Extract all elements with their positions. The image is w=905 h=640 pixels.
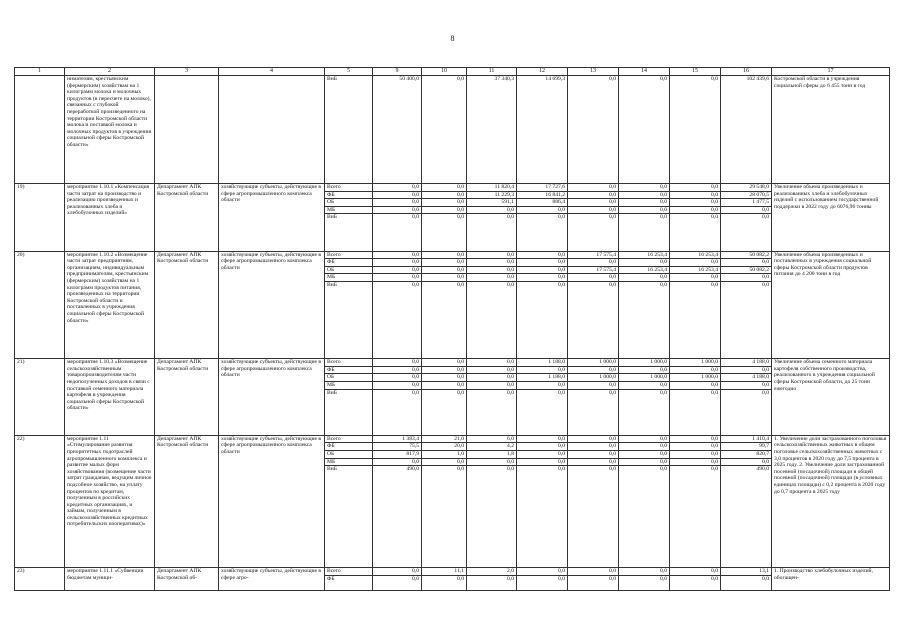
amount-cell: 0,0	[422, 199, 467, 207]
amount-cell: 1 188,0	[517, 374, 568, 382]
table-row	[15, 76, 890, 184]
amount-cell: 0,0	[517, 282, 568, 359]
amount-cell: 1 000,0	[568, 374, 619, 382]
header-cell: 13	[568, 68, 619, 76]
amount-cell: 37 340,3	[467, 76, 517, 184]
amount-cell: 28 070,5	[721, 191, 772, 199]
amount-cell: 0,0	[619, 184, 670, 192]
amount-cell: 0,0	[373, 214, 422, 251]
amount-cell: 16 253,4	[619, 251, 670, 259]
funding-source: ФБ	[325, 575, 373, 590]
amount-cell: 0,0	[373, 359, 422, 367]
header-cell: 3	[155, 68, 219, 76]
amount-cell: 17 727,6	[517, 184, 568, 192]
amount-cell: 20,0	[422, 443, 467, 451]
amount-cell: 0,0	[568, 199, 619, 207]
amount-cell: 0,0	[619, 381, 670, 389]
row-index: 19)	[15, 184, 65, 252]
amount-cell: 0,0	[422, 381, 467, 389]
amount-cell: 0,0	[619, 366, 670, 374]
table-row	[15, 359, 890, 367]
amount-cell: 0,0	[422, 191, 467, 199]
amount-cell: 0,0	[721, 458, 772, 466]
amount-cell: 0,0	[373, 259, 422, 267]
funding-source: ОБ	[325, 199, 373, 207]
amount-cell: 0,0	[422, 575, 467, 590]
amount-cell: 0,0	[568, 259, 619, 267]
header-cell: 5	[325, 68, 373, 76]
amount-cell: 0,0	[721, 575, 772, 590]
participants-cell	[219, 76, 325, 184]
amount-cell: 0,0	[670, 568, 721, 576]
funding-source: Всего	[325, 435, 373, 443]
amount-cell: 1 383,4	[373, 435, 422, 443]
amount-cell: 0,0	[422, 359, 467, 367]
amount-cell: 0,0	[373, 251, 422, 259]
amount-cell: 0,0	[517, 206, 568, 214]
amount-cell: 0,0	[619, 443, 670, 451]
row-index: 23)	[15, 568, 65, 590]
amount-cell: 0,0	[568, 435, 619, 443]
measure-cell: мероприятие 1.11 «Стимулирование развития приоритетных подотраслей агропромышленного комплекса и развитие малых форм хозяйствования (возмещение части затрат гражданам, ведущим личное подсобное хозяйство, на уплату процентов по кредитам, полученным в российских кредитных организациях, и займам, полученным в сельскохозяйственных кредитных потребительских кооперативах)»	[65, 435, 155, 568]
funding-source: МБ	[325, 458, 373, 466]
program-table	[14, 67, 890, 591]
amount-cell: 0,0	[721, 366, 772, 374]
amount-cell: 0,0	[568, 381, 619, 389]
amount-cell: 0,0	[619, 450, 670, 458]
result-cell: Увеличение объема семенного материала картофеля собственного производства, реализованного в учреждения социальной сферы Костромской области, до 25 тонн ежегодно	[772, 359, 890, 436]
amount-cell: 0,0	[670, 466, 721, 568]
amount-cell: 0,0	[467, 359, 517, 367]
funding-source: ВнБ	[325, 466, 373, 568]
amount-cell: 0,0	[373, 568, 422, 576]
funding-source: ФБ	[325, 366, 373, 374]
amount-cell: 0,0	[373, 191, 422, 199]
amount-cell: 1 477,5	[721, 199, 772, 207]
amount-cell: 0,0	[467, 466, 517, 568]
amount-cell: 0,0	[467, 259, 517, 267]
amount-cell: 0,0	[517, 443, 568, 451]
participants-cell: хозяйствующие субъекты, действующие в сфере агропромышленного комплекса области	[219, 359, 325, 436]
amount-cell: 1 188,0	[517, 359, 568, 367]
amount-cell: 0,0	[619, 568, 670, 576]
amount-cell: 0,0	[568, 214, 619, 251]
amount-cell: 14 699,3	[517, 76, 568, 184]
amount-cell: 817,9	[373, 450, 422, 458]
result-cell: Увеличение объема произведенных и поставленных в учреждения социальной сферы Костромской области продуктов питания до 4 200 тонн в год	[772, 251, 890, 359]
amount-cell: 0,0	[517, 274, 568, 282]
participants-cell: хозяйствующие субъекты, действующие в сфере агропромышленного комплекса области	[219, 435, 325, 568]
amount-cell: 0,0	[373, 575, 422, 590]
amount-cell: 13,1	[721, 568, 772, 576]
amount-cell: 0,0	[467, 381, 517, 389]
amount-cell: 0,0	[422, 374, 467, 382]
amount-cell: 0,0	[721, 381, 772, 389]
amount-cell: 0,0	[568, 282, 619, 359]
funding-source: ФБ	[325, 443, 373, 451]
amount-cell: 0,0	[467, 266, 517, 274]
amount-cell: 0,0	[568, 450, 619, 458]
amount-cell: 1 410,4	[721, 435, 772, 443]
amount-cell: 0,0	[670, 191, 721, 199]
header-cell: 14	[619, 68, 670, 76]
result-cell: Костромской области в учреждения социальной сферы до 6 455 тонн в год	[772, 76, 890, 184]
amount-cell: 16 841,2	[517, 191, 568, 199]
amount-cell: 0,0	[670, 389, 721, 435]
amount-cell: 0,0	[422, 259, 467, 267]
amount-cell: 0,0	[619, 199, 670, 207]
funding-source: ОБ	[325, 374, 373, 382]
header-cell: 1	[15, 68, 65, 76]
measure-cell: нимателям, крестьянским (фермерским) хозяйствам на 1 килограмм молока и молочных продуктов (в пересчете на молоко), связанных с глубокой переработкой произведенного на территории Костромской области молока и поставкой молока и молочных продуктов в учреждения социальной сферы Костромской области»	[65, 76, 155, 184]
amount-cell: 0,0	[670, 184, 721, 192]
funding-source: Всего	[325, 184, 373, 192]
amount-cell: 4 188,0	[721, 374, 772, 382]
amount-cell: 0,0	[670, 450, 721, 458]
amount-cell: 16 253,4	[619, 266, 670, 274]
amount-cell: 1 000,0	[670, 374, 721, 382]
amount-cell: 0,0	[373, 374, 422, 382]
amount-cell: 0,0	[373, 366, 422, 374]
amount-cell: 1 000,0	[568, 359, 619, 367]
amount-cell: 0,0	[670, 435, 721, 443]
header-cell: 15	[670, 68, 721, 76]
amount-cell: 50 082,2	[721, 251, 772, 259]
header-cell: 12	[517, 68, 568, 76]
amount-cell: 0,0	[568, 568, 619, 576]
amount-cell: 0,0	[373, 206, 422, 214]
amount-cell: 0,0	[422, 458, 467, 466]
amount-cell: 490,0	[721, 466, 772, 568]
amount-cell: 0,0	[517, 450, 568, 458]
table-row	[15, 251, 890, 259]
amount-cell: 0,0	[619, 575, 670, 590]
row-index: 22)	[15, 435, 65, 568]
amount-cell: 0,0	[670, 282, 721, 359]
amount-cell: 0,0	[670, 259, 721, 267]
amount-cell: 0,0	[670, 366, 721, 374]
amount-cell: 0,0	[373, 458, 422, 466]
amount-cell: 0,0	[517, 568, 568, 576]
amount-cell: 0,0	[670, 214, 721, 251]
amount-cell: 1 000,0	[619, 359, 670, 367]
amount-cell: 0,0	[467, 206, 517, 214]
amount-cell: 0,0	[517, 214, 568, 251]
funding-source: ФБ	[325, 191, 373, 199]
amount-cell: 591,1	[467, 199, 517, 207]
amount-cell: 0,0	[670, 575, 721, 590]
amount-cell: 0,0	[670, 458, 721, 466]
funding-source: Всего	[325, 251, 373, 259]
amount-cell: 0,0	[721, 206, 772, 214]
amount-cell: 0,0	[619, 274, 670, 282]
amount-cell: 0,0	[422, 282, 467, 359]
row-index	[15, 76, 65, 184]
header-cell: 9	[373, 68, 422, 76]
amount-cell: 75,5	[373, 443, 422, 451]
amount-cell: 0,0	[619, 466, 670, 568]
amount-cell: 0,0	[721, 259, 772, 267]
amount-cell: 0,0	[568, 366, 619, 374]
amount-cell: 0,0	[619, 259, 670, 267]
amount-cell: 99,7	[721, 443, 772, 451]
amount-cell: 0,0	[517, 366, 568, 374]
amount-cell: 50 082,2	[721, 266, 772, 274]
amount-cell: 0,0	[422, 184, 467, 192]
amount-cell: 0,0	[467, 366, 517, 374]
executor-cell: Департамент АПК Костромской области	[155, 184, 219, 252]
amount-cell: 0,0	[568, 443, 619, 451]
result-cell: 1. Производство хлебобулочных изделий, обогащен-	[772, 568, 890, 590]
funding-source: ВнБ	[325, 389, 373, 435]
amount-cell: 0,0	[619, 214, 670, 251]
amount-cell: 0,0	[467, 251, 517, 259]
executor-cell: Департамент АПК Костромской области	[155, 359, 219, 436]
measure-cell: мероприятие 1.11.1 «Субвенции бюджетам муници-	[65, 568, 155, 590]
result-cell: 1. Увеличение доли застрахованного поголовья сельскохозяйственных животных в общем поголовье сельскохозяйственных животных с 3,0 процентов в 2020 году до 7,5 процента в 2025 году. 2. Увеличение доли застрахованной посевной (посадочной) площади в общей посевной (посадочной) площади (в условных единицах площади) с 0,2 процента в 2020 году до 0,7 процента в 2025 году	[772, 435, 890, 568]
funding-source: ФБ	[325, 259, 373, 267]
amount-cell: 0,0	[619, 191, 670, 199]
funding-source: МБ	[325, 381, 373, 389]
amount-cell: 0,0	[517, 435, 568, 443]
amount-cell: 17 575,4	[568, 251, 619, 259]
amount-cell: 0,0	[568, 76, 619, 184]
amount-cell: 886,4	[517, 199, 568, 207]
amount-cell: 1,0	[422, 450, 467, 458]
amount-cell: 0,0	[619, 206, 670, 214]
amount-cell: 0,0	[373, 389, 422, 435]
amount-cell: 0,0	[619, 435, 670, 443]
amount-cell: 50 400,0	[373, 76, 422, 184]
row-index: 20)	[15, 251, 65, 359]
amount-cell: 0,0	[568, 466, 619, 568]
amount-cell: 1,8	[467, 450, 517, 458]
amount-cell: 0,0	[568, 184, 619, 192]
amount-cell: 0,0	[619, 76, 670, 184]
amount-cell: 1 000,0	[670, 359, 721, 367]
amount-cell: 0,0	[517, 266, 568, 274]
amount-cell: 0,0	[422, 251, 467, 259]
table-row	[15, 184, 890, 192]
amount-cell: 0,0	[517, 259, 568, 267]
amount-cell: 0,0	[373, 184, 422, 192]
amount-cell: 102 439,6	[721, 76, 772, 184]
table-row	[15, 435, 890, 443]
amount-cell: 0,0	[568, 575, 619, 590]
amount-cell: 0,0	[619, 389, 670, 435]
amount-cell: 0,0	[467, 575, 517, 590]
amount-cell: 0,0	[422, 214, 467, 251]
amount-cell: 11 820,4	[467, 184, 517, 192]
amount-cell: 6,0	[467, 435, 517, 443]
amount-cell: 0,0	[568, 191, 619, 199]
participants-cell: хозяйствующие субъекты, действующие в сфере агропромышленного комплекса области	[219, 251, 325, 359]
executor-cell	[155, 76, 219, 184]
participants-cell: хозяйствующие субъекты, действующие в сфере агропромышленного комплекса области	[219, 184, 325, 252]
amount-cell: 0,0	[670, 206, 721, 214]
amount-cell: 16 253,4	[670, 266, 721, 274]
table-row	[15, 568, 890, 576]
funding-source: МБ	[325, 274, 373, 282]
amount-cell: 4 188,0	[721, 359, 772, 367]
amount-cell: 0,0	[467, 214, 517, 251]
amount-cell: 490,0	[373, 466, 422, 568]
amount-cell: 0,0	[670, 76, 721, 184]
header-cell: 17	[772, 68, 890, 76]
funding-source: ВнБ	[325, 214, 373, 251]
amount-cell: 2,0	[467, 568, 517, 576]
participants-cell: хозяйствующие субъекты, действующие в сфере агро-	[219, 568, 325, 590]
amount-cell: 0,0	[568, 206, 619, 214]
header-cell: 11	[467, 68, 517, 76]
amount-cell: 0,0	[373, 282, 422, 359]
page-number: 8	[450, 34, 455, 43]
amount-cell: 21,0	[422, 435, 467, 443]
amount-cell: 0,0	[517, 389, 568, 435]
amount-cell: 0,0	[422, 366, 467, 374]
funding-source: ОБ	[325, 266, 373, 274]
funding-source: ОБ	[325, 450, 373, 458]
amount-cell: 0,0	[568, 274, 619, 282]
amount-cell: 0,0	[467, 458, 517, 466]
amount-cell: 0,0	[670, 443, 721, 451]
funding-source: МБ	[325, 206, 373, 214]
amount-cell: 0,0	[517, 466, 568, 568]
amount-cell: 0,0	[568, 389, 619, 435]
amount-cell: 0,0	[422, 466, 467, 568]
amount-cell: 0,0	[422, 389, 467, 435]
amount-cell: 0,0	[568, 458, 619, 466]
amount-cell: 0,0	[422, 76, 467, 184]
funding-source: Всего	[325, 359, 373, 367]
amount-cell: 0,0	[721, 274, 772, 282]
amount-cell: 16 253,4	[670, 251, 721, 259]
amount-cell: 0,0	[373, 266, 422, 274]
amount-cell: 4,2	[467, 443, 517, 451]
amount-cell: 0,0	[467, 274, 517, 282]
executor-cell: Департамент АПК Костромской об-	[155, 568, 219, 590]
amount-cell: 0,0	[467, 282, 517, 359]
amount-cell: 17 575,4	[568, 266, 619, 274]
funding-source: ВнБ	[325, 76, 373, 184]
amount-cell: 11 229,3	[467, 191, 517, 199]
header-cell: 2	[65, 68, 155, 76]
header-cell: 4	[219, 68, 325, 76]
amount-cell: 1 000,0	[619, 374, 670, 382]
header-cell: 16	[721, 68, 772, 76]
executor-cell: Департамент АПК Костромской области	[155, 251, 219, 359]
amount-cell: 0,0	[721, 282, 772, 359]
row-index: 21)	[15, 359, 65, 436]
amount-cell: 0,0	[517, 575, 568, 590]
amount-cell: 0,0	[517, 458, 568, 466]
amount-cell: 0,0	[422, 266, 467, 274]
amount-cell: 29 548,0	[721, 184, 772, 192]
amount-cell: 0,0	[373, 274, 422, 282]
amount-cell: 0,0	[517, 381, 568, 389]
amount-cell: 0,0	[422, 274, 467, 282]
amount-cell: 0,0	[619, 458, 670, 466]
amount-cell: 0,0	[467, 374, 517, 382]
amount-cell: 0,0	[467, 389, 517, 435]
funding-source: ВнБ	[325, 282, 373, 359]
measure-cell: мероприятие 1.10.2 «Возмещение части затрат предприятиям, организациям, индивидуальным предпринимателям, крестьянским (фермерским) хозяйствам на 1 килограмм продуктов питания, произведенных на территории Костромской области и поставленных в учреждения социальной сферы Костромской области»	[65, 251, 155, 359]
measure-cell: мероприятие 1.10.1 «Компенсация части затрат на производство и реализацию произведенных и реализованных хлеба и хлебобулочных изделий»	[65, 184, 155, 252]
executor-cell: Департамент АПК Костромской области	[155, 435, 219, 568]
amount-cell: 0,0	[721, 389, 772, 435]
amount-cell: 0,0	[670, 381, 721, 389]
amount-cell: 0,0	[670, 199, 721, 207]
amount-cell: 0,0	[517, 251, 568, 259]
measure-cell: мероприятие 1.10.3 «Возмещение сельскохозяйственным товаропроизводителям части недополученных доходов в связи с поставкой семенного материала картофеля в учреждения социальной сферы Костромской области»	[65, 359, 155, 436]
amount-cell: 0,0	[373, 381, 422, 389]
amount-cell: 11,1	[422, 568, 467, 576]
amount-cell: 0,0	[619, 282, 670, 359]
amount-cell: 0,0	[373, 199, 422, 207]
amount-cell: 0,0	[670, 274, 721, 282]
amount-cell: 820,7	[721, 450, 772, 458]
header-cell: 10	[422, 68, 467, 76]
result-cell: Увеличение объема произведенных и реализованных хлеба и хлебобулочных изделий с использованием государственной поддержки в 2022 году до 6076,96 тонны	[772, 184, 890, 252]
amount-cell: 0,0	[721, 214, 772, 251]
header-row	[15, 68, 890, 76]
amount-cell: 0,0	[422, 206, 467, 214]
funding-source: Всего	[325, 568, 373, 576]
